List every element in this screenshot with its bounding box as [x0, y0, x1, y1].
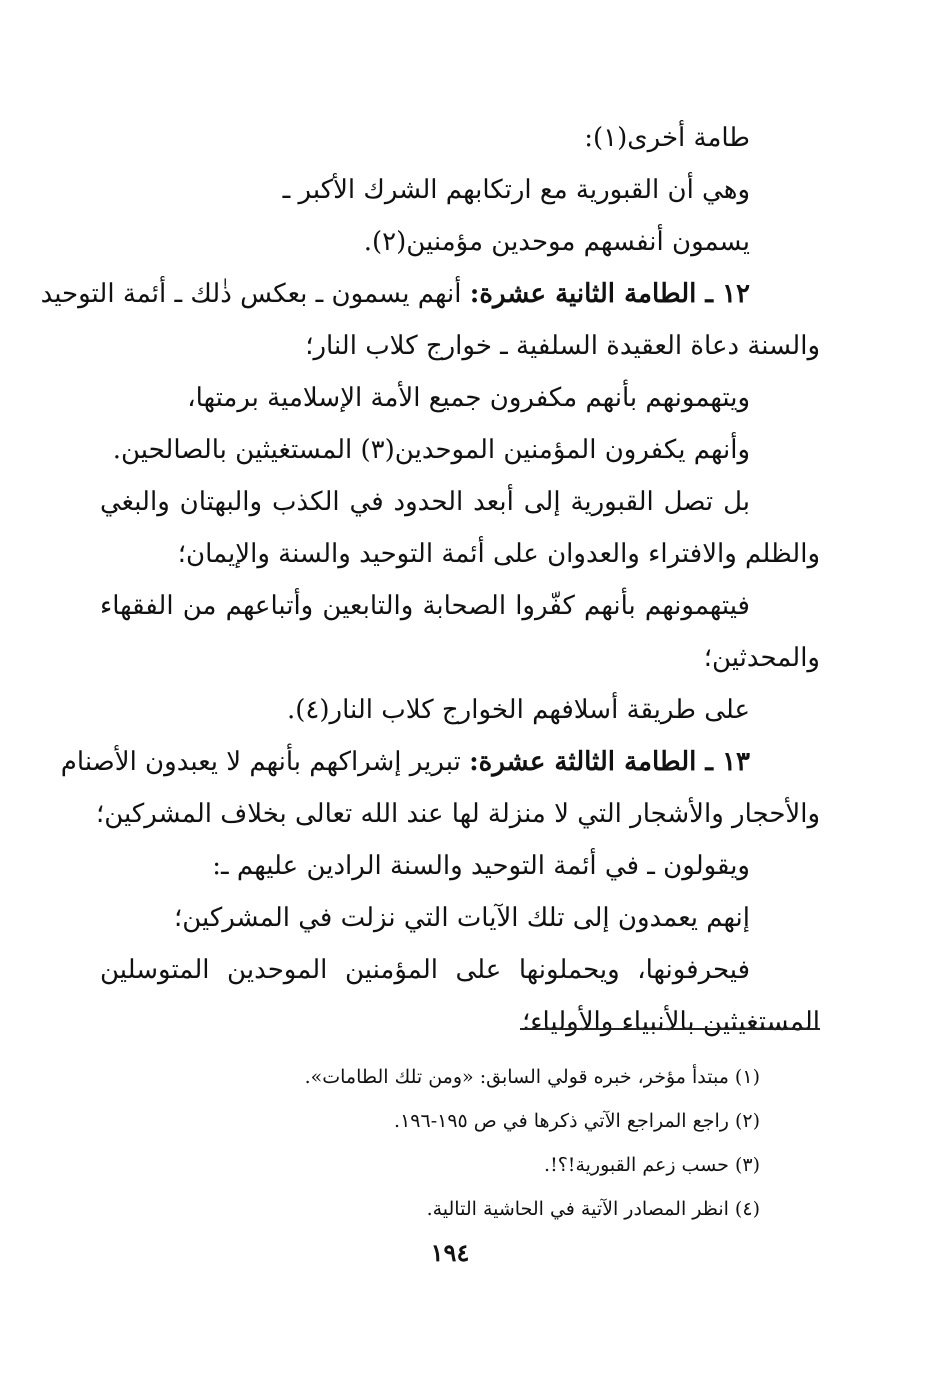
body-line: فيتهمونهم بأنهم كفّروا الصحابة والتابعين وأتباعهم من الفقهاء	[100, 591, 750, 621]
footnote: (٤) انظر المصادر الآتية في الحاشية التالية.	[426, 1198, 760, 1220]
footnote: (١) مبتدأ مؤخر، خبره قولي السابق: «ومن تلك الطامات».	[304, 1066, 760, 1088]
body-line-text: تبرير إشراكهم بأنهم لا يعبدون الأصنام	[60, 747, 470, 777]
body-line: ويتهمونهم بأنهم مكفرون جميع الأمة الإسلامية برمتها،	[187, 383, 750, 413]
body-line: ويقولون ـ في أئمة التوحيد والسنة الرادين عليهم ـ:	[212, 851, 750, 881]
body-text	[40, 112, 820, 1048]
body-line-text: أنهم يسمون ـ بعكس ذٰلك ـ أئمة التوحيد	[40, 279, 470, 309]
body-line: والمحدثين؛	[703, 643, 820, 673]
body-line: إنهم يعمدون إلى تلك الآيات التي نزلت في المشركين؛	[173, 903, 750, 933]
body-line	[60, 736, 820, 788]
body-line: بل تصل القبورية إلى أبعد الحدود في الكذب والبهتان والبغي	[100, 487, 750, 517]
section-heading-13: ١٣ ـ الطامة الثالثة عشرة:	[469, 747, 750, 777]
section-heading-12: ١٢ ـ الطامة الثانية عشرة:	[469, 279, 750, 309]
footnote: (٣) حسب زعم القبورية!؟!.	[544, 1154, 760, 1176]
body-line: على طريقة أسلافهم الخوارج كلاب النار(٤).	[286, 695, 750, 725]
footnote-separator	[520, 1028, 820, 1030]
footnotes	[180, 1055, 760, 1231]
page-number: ١٩٤	[430, 1238, 470, 1267]
body-line: والظلم والافتراء والعدوان على أئمة التوحيد والسنة والإيمان؛	[177, 539, 820, 569]
footnote: (٢) راجع المراجع الآتي ذكرها في ص ١٩٥-١٩٦.	[394, 1110, 760, 1132]
body-line: يسمون أنفسهم موحدين مؤمنين(٢).	[363, 227, 750, 257]
body-line: المستغيثين بالأنبياء والأولياء؛	[521, 1007, 820, 1037]
body-line: والأحجار والأشجار التي لا منزلة لها عند الله تعالى بخلاف المشركين؛	[95, 799, 820, 829]
body-line	[40, 268, 820, 320]
body-line: وهي أن القبورية مع ارتكابهم الشرك الأكبر ـ	[282, 175, 750, 205]
body-line: فيحرفونها، ويحملونها على المؤمنين الموحدين المتوسلين	[100, 955, 750, 985]
body-line: وأنهم يكفرون المؤمنين الموحدين(٣) المستغيثين بالصالحين.	[112, 435, 750, 465]
body-line: والسنة دعاة العقيدة السلفية ـ خوارج كلاب النار؛	[305, 331, 820, 361]
body-line: طامة أخرى(١):	[584, 123, 750, 153]
